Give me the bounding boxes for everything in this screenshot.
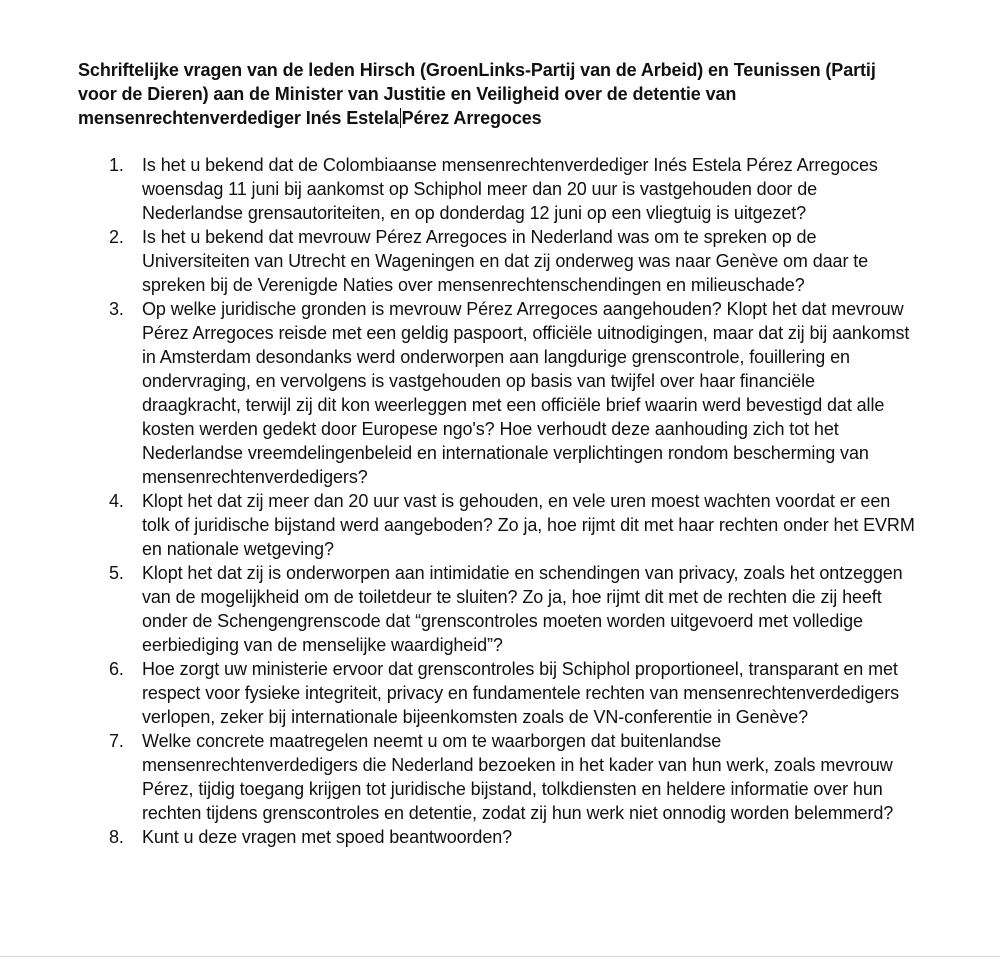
question-number: 7. [109, 731, 124, 751]
question-text: Op welke juridische gronden is mevrouw Pérez Arregoces aangehouden? Klopt het dat mevrouw Pérez Arregoces reisde met een geldig paspoort, officiële uitnodigingen, maar dat zij bij aankomst in Amsterdam desondanks werd onderworpen aan langdurige grenscontrole, fouillering en ondervraging, en vervolgens is vastgehouden op basis van twijfel over haar financiële draagkracht, terwijl zij dit kon weerleggen met een officiële brief waarin werd bevestigd dat alle kosten werden gedekt door Europese ngo's? Hoe verhoudt deze aanhouding zich tot het Nederlandse vreemdelingenbeleid en internationale verplichtingen rondom bescherming van mensenrechtenverdedigers? [142, 299, 910, 487]
question-item [78, 153, 918, 225]
text-cursor [400, 108, 401, 128]
document-page [78, 58, 918, 849]
question-number: 8. [109, 827, 124, 847]
question-number: 1. [109, 155, 124, 175]
question-number: 5. [109, 563, 124, 583]
question-text: Hoe zorgt uw ministerie ervoor dat grenscontroles bij Schiphol proportioneel, transparant en met respect voor fysieke integriteit, privacy en fundamentele rechten van mensenrechtenverdedigers verlopen, zeker bij internationale bijeenkomsten zoals de VN-conferentie in Genève? [142, 659, 900, 727]
question-number: 2. [109, 227, 124, 247]
document-title [78, 58, 918, 130]
question-text: Is het u bekend dat mevrouw Pérez Arregoces in Nederland was om te spreken op de Universiteiten van Utrecht en Wageningen en dat zij onderweg was naar Genève om daar te spreken bij de Verenigde Naties over mensenrechtenschendingen en milieuschade? [142, 227, 869, 295]
question-item [78, 657, 918, 729]
title-text-part2: Pérez Arregoces [401, 108, 542, 128]
question-item [78, 297, 918, 489]
question-text: Klopt het dat zij is onderworpen aan intimidatie en schendingen van privacy, zoals het ontzeggen van de mogelijkheid om de toiletdeur te sluiten? Zo ja, hoe rijmt dit met de rechten die zij heeft onder de Schengengrenscode dat “grenscontroles moeten worden uitgevoerd met volledige eerbiediging van de menselijke waardigheid”? [142, 563, 903, 655]
question-item [78, 729, 918, 825]
question-text: Is het u bekend dat de Colombiaanse mensenrechtenverdediger Inés Estela Pérez Arregoces woensdag 11 juni bij aankomst op Schiphol meer dan 20 uur is vastgehouden door de Nederlandse grensautoriteiten, en op donderdag 12 juni op een vliegtuig is uitgezet? [142, 155, 878, 223]
question-item [78, 825, 918, 849]
question-number: 4. [109, 491, 124, 511]
question-text: Welke concrete maatregelen neemt u om te waarborgen dat buitenlandse mensenrechtenverdedigers die Nederland bezoeken in het kader van hun werk, zoals mevrouw Pérez, tijdig toegang krijgen tot juridische bijstand, tolkdiensten en heldere informatie over hun rechten tijdens grenscontroles en detentie, zodat zij hun werk niet onnodig worden belemmerd? [142, 731, 894, 823]
question-number: 6. [109, 659, 124, 679]
question-item [78, 561, 918, 657]
title-text-part1: Schriftelijke vragen van de leden Hirsch (GroenLinks-Partij van de Arbeid) en Teunissen (Partij voor de Dieren) aan de Minister van Justitie en Veiligheid over de detentie van mensenrechtenverdediger Inés Estela [78, 60, 876, 128]
question-list [78, 153, 918, 849]
question-text: Kunt u deze vragen met spoed beantwoorden? [142, 827, 513, 847]
question-item [78, 225, 918, 297]
question-item [78, 489, 918, 561]
question-number: 3. [109, 299, 124, 319]
question-text: Klopt het dat zij meer dan 20 uur vast is gehouden, en vele uren moest wachten voordat er een tolk of juridische bijstand werd aangeboden? Zo ja, hoe rijmt dit met haar rechten onder het EVRM en nationale wetgeving? [142, 491, 915, 559]
page-bottom-divider [0, 956, 1000, 957]
